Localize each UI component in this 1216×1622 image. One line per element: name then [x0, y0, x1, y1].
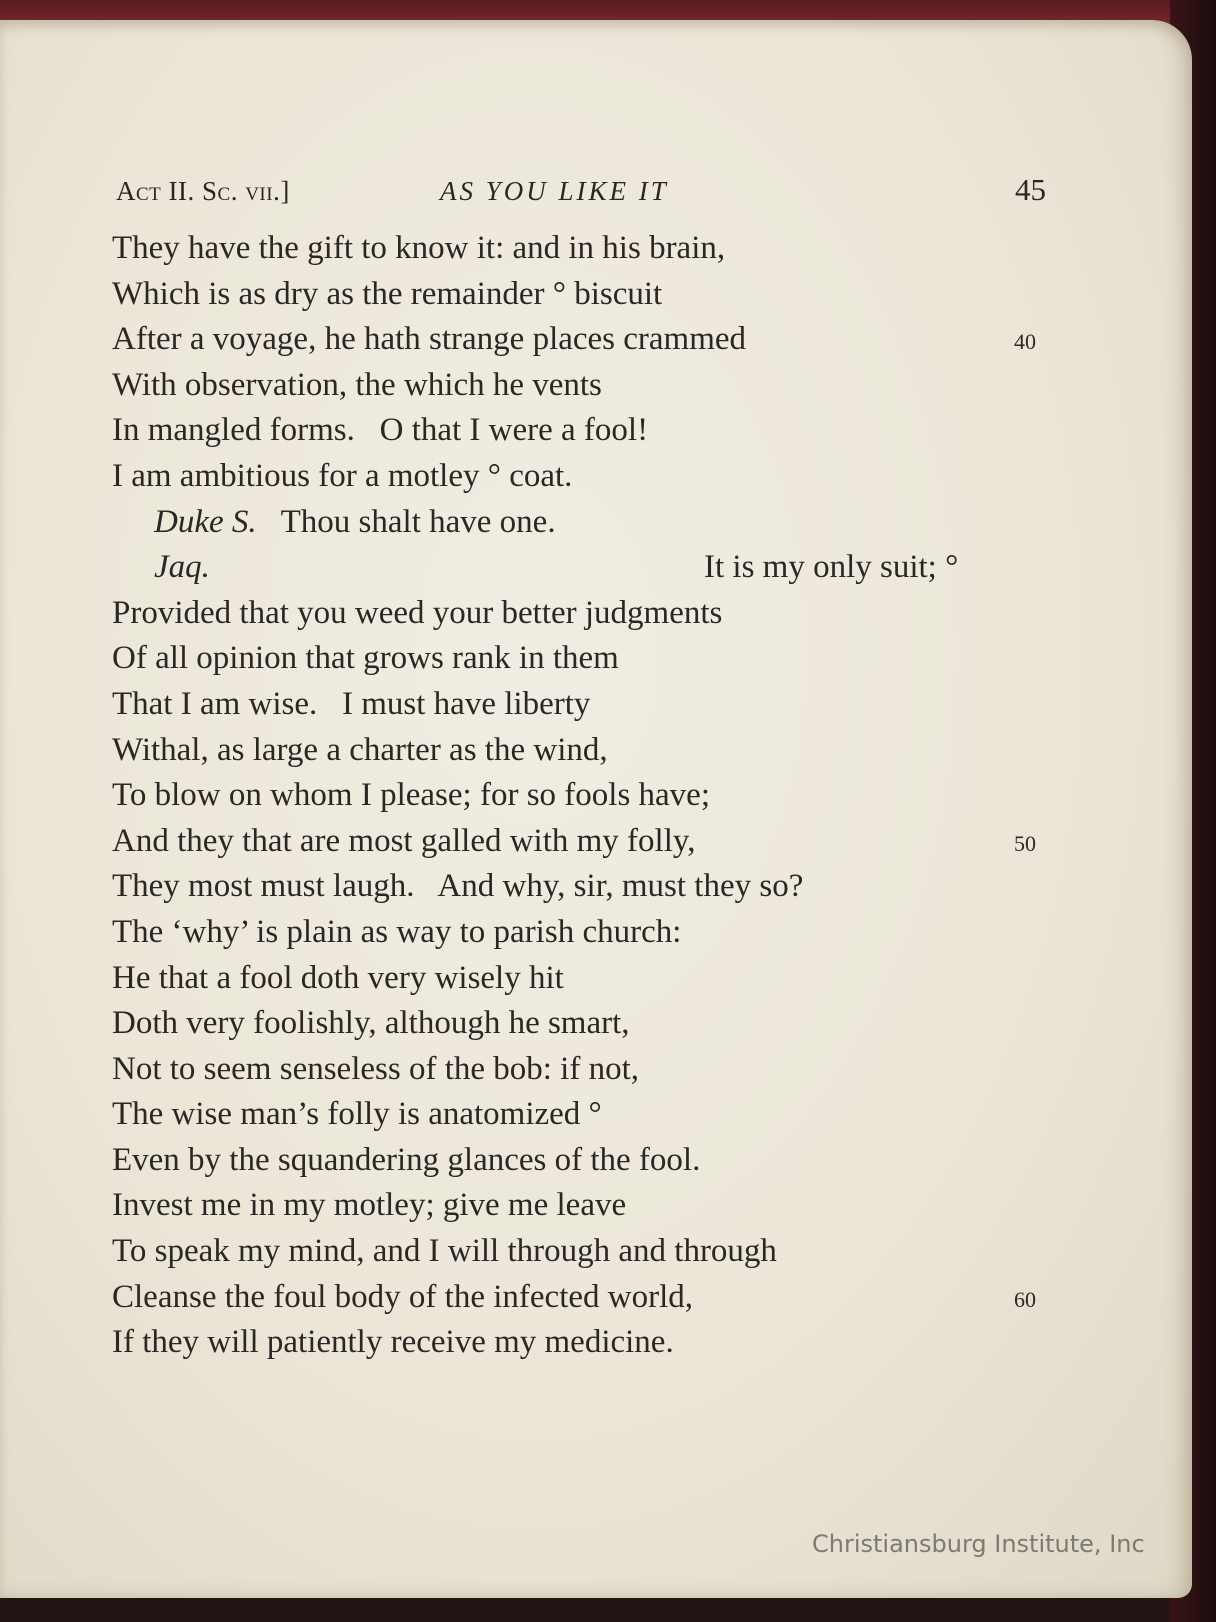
- verse-line: [112, 1138, 1052, 1184]
- verse-text: I am ambitious for a motley ° coat.: [112, 457, 573, 494]
- verse-line: [112, 1275, 1052, 1321]
- verse-text: Cleanse the foul body of the infected world,: [112, 1278, 693, 1315]
- verse-line: [112, 864, 1052, 910]
- verse-text: Of all opinion that grows rank in them: [112, 640, 619, 677]
- verse-line: [112, 272, 1052, 318]
- verse-text: Not to seem senseless of the bob: if not,: [112, 1050, 640, 1087]
- verse-text: With observation, the which he vents: [112, 366, 602, 403]
- verse-text: Doth very foolishly, although he smart,: [112, 1005, 630, 1042]
- verse-text: After a voyage, he hath strange places crammed: [112, 321, 747, 358]
- verse-block: [112, 226, 1052, 1366]
- verse-text: The ‘why’ is plain as way to parish church:: [112, 913, 682, 950]
- verse-line: [112, 773, 1052, 819]
- verse-line: [112, 682, 1052, 728]
- verse-text: Thou shalt have one.: [280, 503, 556, 540]
- page-number: 45: [1015, 172, 1046, 207]
- speaker-name: Duke S.: [154, 503, 257, 540]
- verse-text: Invest me in my motley; give me leave: [112, 1187, 627, 1224]
- verse-line: [112, 910, 1052, 956]
- verse-line: [112, 1047, 1052, 1093]
- verse-text: Withal, as large a charter as the wind,: [112, 731, 608, 768]
- verse-text: To speak my mind, and I will through and through: [112, 1233, 777, 1270]
- running-header: [116, 166, 1046, 216]
- verse-text: If they will patiently receive my medicine.: [112, 1324, 674, 1361]
- verse-line: [112, 591, 1052, 637]
- verse-line: [112, 1092, 1052, 1138]
- verse-line: [112, 545, 1052, 591]
- verse-text: It is my only suit; °: [704, 549, 959, 586]
- watermark: Christiansburg Institute, Inc: [812, 1530, 1145, 1558]
- verse-line: [112, 1320, 1052, 1366]
- verse-text: To blow on whom I please; for so fools have;: [112, 777, 710, 814]
- verse-text: They most must laugh. And why, sir, must they so?: [112, 868, 804, 905]
- verse-text: And they that are most galled with my folly,: [112, 822, 696, 859]
- act-scene-label: Act II. Sc. vii.]: [116, 176, 290, 206]
- verse-text: Provided that you weed your better judgments: [112, 594, 723, 631]
- verse-line: [112, 317, 1052, 363]
- verse-text: Even by the squandering glances of the fool.: [112, 1141, 701, 1178]
- verse-line: [112, 1229, 1052, 1275]
- speaker-name: Jaq.: [154, 549, 210, 586]
- verse-text: The wise man’s folly is anatomized °: [112, 1096, 602, 1133]
- verse-line: [112, 1001, 1052, 1047]
- verse-text: In mangled forms. O that I were a fool!: [112, 412, 649, 449]
- verse-line: [112, 226, 1052, 272]
- verse-line: [112, 956, 1052, 1002]
- verse-line: [112, 1183, 1052, 1229]
- verse-line: [112, 819, 1052, 865]
- verse-line: [112, 408, 1052, 454]
- verse-line: [112, 636, 1052, 682]
- verse-line: [112, 454, 1052, 500]
- line-number: 60: [1014, 1286, 1036, 1312]
- verse-line: [112, 363, 1052, 409]
- verse-text: That I am wise. I must have liberty: [112, 685, 591, 722]
- verse-text: Which is as dry as the remainder ° biscuit: [112, 275, 663, 312]
- verse-line: [112, 728, 1052, 774]
- play-title: AS YOU LIKE IT: [440, 176, 669, 206]
- verse-text: They have the gift to know it: and in his brain,: [112, 230, 726, 266]
- verse-line: [112, 500, 1052, 546]
- line-number: 40: [1014, 329, 1036, 355]
- line-number: 50: [1014, 830, 1036, 856]
- verse-text: He that a fool doth very wisely hit: [112, 959, 564, 996]
